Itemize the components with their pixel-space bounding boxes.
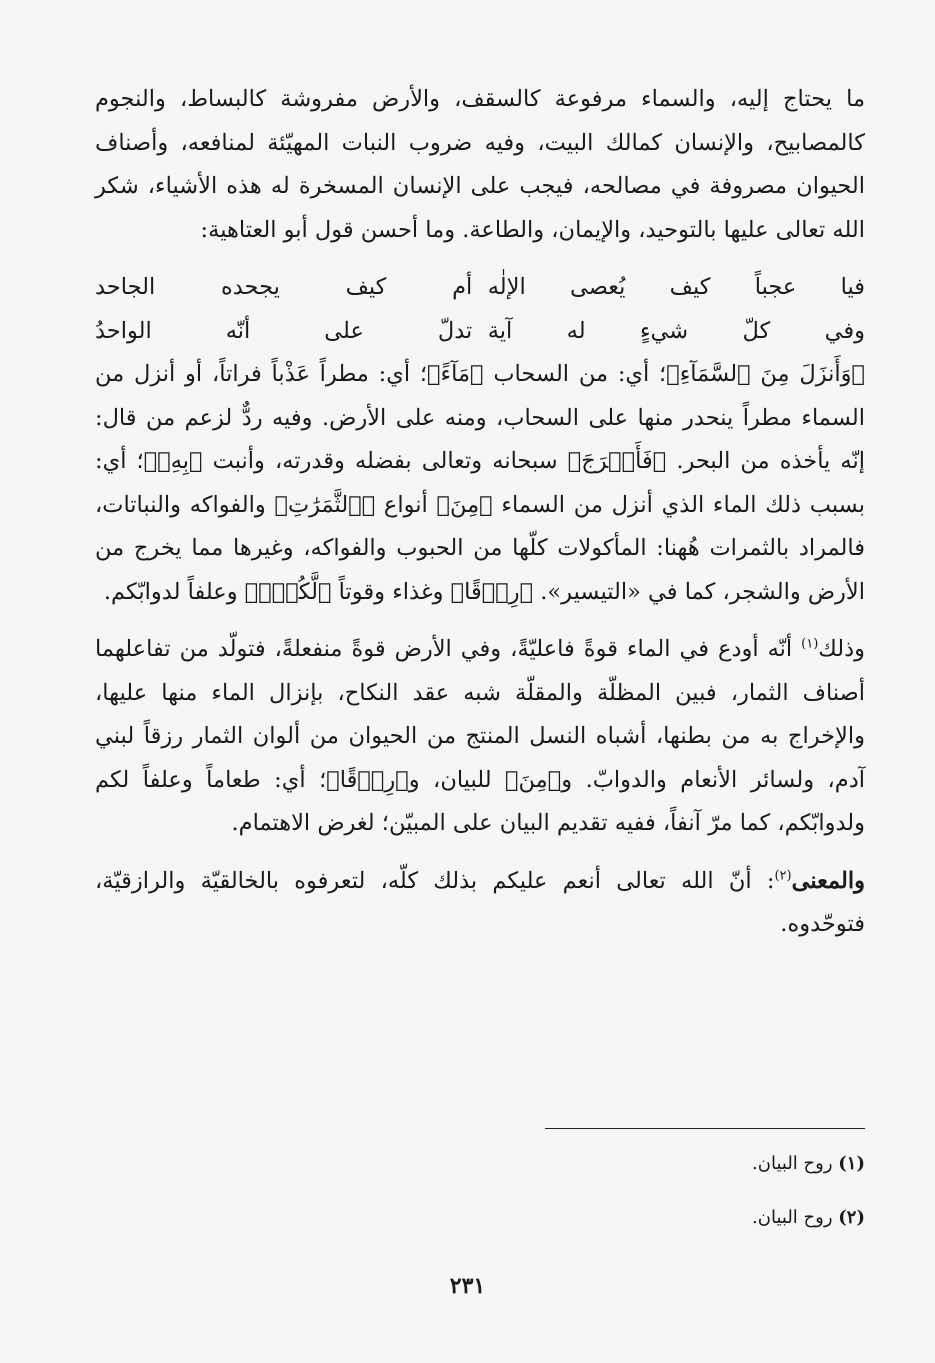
- paragraph-4: [95, 860, 865, 947]
- paragraph-3: [95, 628, 865, 846]
- verse-line-1: [95, 266, 865, 310]
- paragraph-4-text: : أنّ الله تعالى أنعم عليكم بذلك كلّه، لتعرفوه بالخالقيّة والرازقيّة، فتوحّدوه.: [95, 867, 865, 937]
- poem: [95, 266, 865, 353]
- verse-1-first-hemistich: فيا عجباً كيف يُعصى الإلٰه: [487, 274, 865, 300]
- verse-2-second-hemistich: تدلّ على أنّه الواحدُ: [95, 317, 473, 344]
- verse-2-first-hemistich: وفي كلّ شيءٍ له آية: [487, 317, 865, 344]
- footnote-2-text: روح البيان.: [752, 1207, 833, 1228]
- page-body: [95, 78, 865, 947]
- footnote-2-number: (٢): [838, 1207, 865, 1228]
- footnote-divider: [545, 1128, 865, 1129]
- paragraph-3-lead: وذلك: [818, 636, 865, 662]
- paragraph-1: ما يحتاج إليه، والسماء مرفوعة كالسقف، والأرض مفروشة كالبساط، والنجوم كالمصابيح، والإنسان كمالك البيت، وفيه ضروب النبات المهيّئة لمنافعه، وأصناف الحيوان مصروفة في مصالحه، فيجب على الإنسان المسخرة له هذه الأشياء، شكر الله تعالى عليها بالتوحيد، والإيمان، والطاعة. وما أحسن قول أبو العتاهية:: [95, 86, 865, 243]
- page-number: ٢٣١: [449, 1273, 486, 1299]
- footnote-ref-2: (٢): [774, 868, 792, 883]
- footnote-1: [752, 1152, 865, 1176]
- footnote-2: [752, 1206, 865, 1230]
- paragraph-4-lead: والمعنى: [791, 867, 865, 894]
- footnote-ref-1: (١): [801, 636, 819, 652]
- footnote-1-number: (١): [838, 1153, 865, 1174]
- footnote-1-text: روح البيان.: [752, 1153, 833, 1174]
- paragraph-3-text: أنّه أودع في الماء قوةً فاعليّةً، وفي الأرض قوةً منفعلةً، فتولّد من تفاعلهما أصناف الثمار، فبين المظلّة والمقلّة شبه عقد النكاح، بإنزال الماء منها عليها، والإخراج به من بطنها، أشباه النسل المنتج من الحيوان من ألوان الثمار رزقاً لبني آدم، ولسائر الأنعام والدوابّ. و﴿مِنَ﴾ للبيان، و﴿رِزۡقًا﴾؛ أي: طعاماً وعلفاً لكم ولدوابّكم، كما مرّ آنفاً، ففيه تقديم البيان على المبيّن؛ لغرض الاهتمام.: [95, 636, 865, 836]
- verse-1-second-hemistich: أم كيف يجحده الجاحد: [95, 274, 473, 300]
- paragraph-2: ﴿وَأَنزَلَ مِنَ ٱلسَّمَآءِ﴾؛ أي: من السحاب ﴿مَآءً﴾؛ أي: مطراً عَذْباً فراتاً، أو أنزل من السماء مطراً ينحدر منها على السحاب، ومنه على الأرض. وفيه ردٌّ لزعم من قال: إنّه يأخذه من البحر. ﴿فَأَخۡرَجَ﴾ سبحانه وتعالى بفضله وقدرته، وأنبت ﴿بِهِۦ﴾؛ أي: بسبب ذلك الماء الذي أنزل من السماء ﴿مِنَ﴾ أنواع ﴿ٱلثَّمَرَٰتِ﴾ والفواكه والنباتات، فالمراد بالثمرات هُهنا: المأكولات كلّها من الحبوب والفواكه، وغيرها مما يخرج من الأرض والشجر، كما في «التيسير». ﴿رِزۡقًا﴾ وغذاء وقوتاً ﴿لَّكُمۡۖ﴾ وعلفاً لدوابّكم.: [95, 361, 865, 605]
- verse-line-2: [95, 310, 865, 354]
